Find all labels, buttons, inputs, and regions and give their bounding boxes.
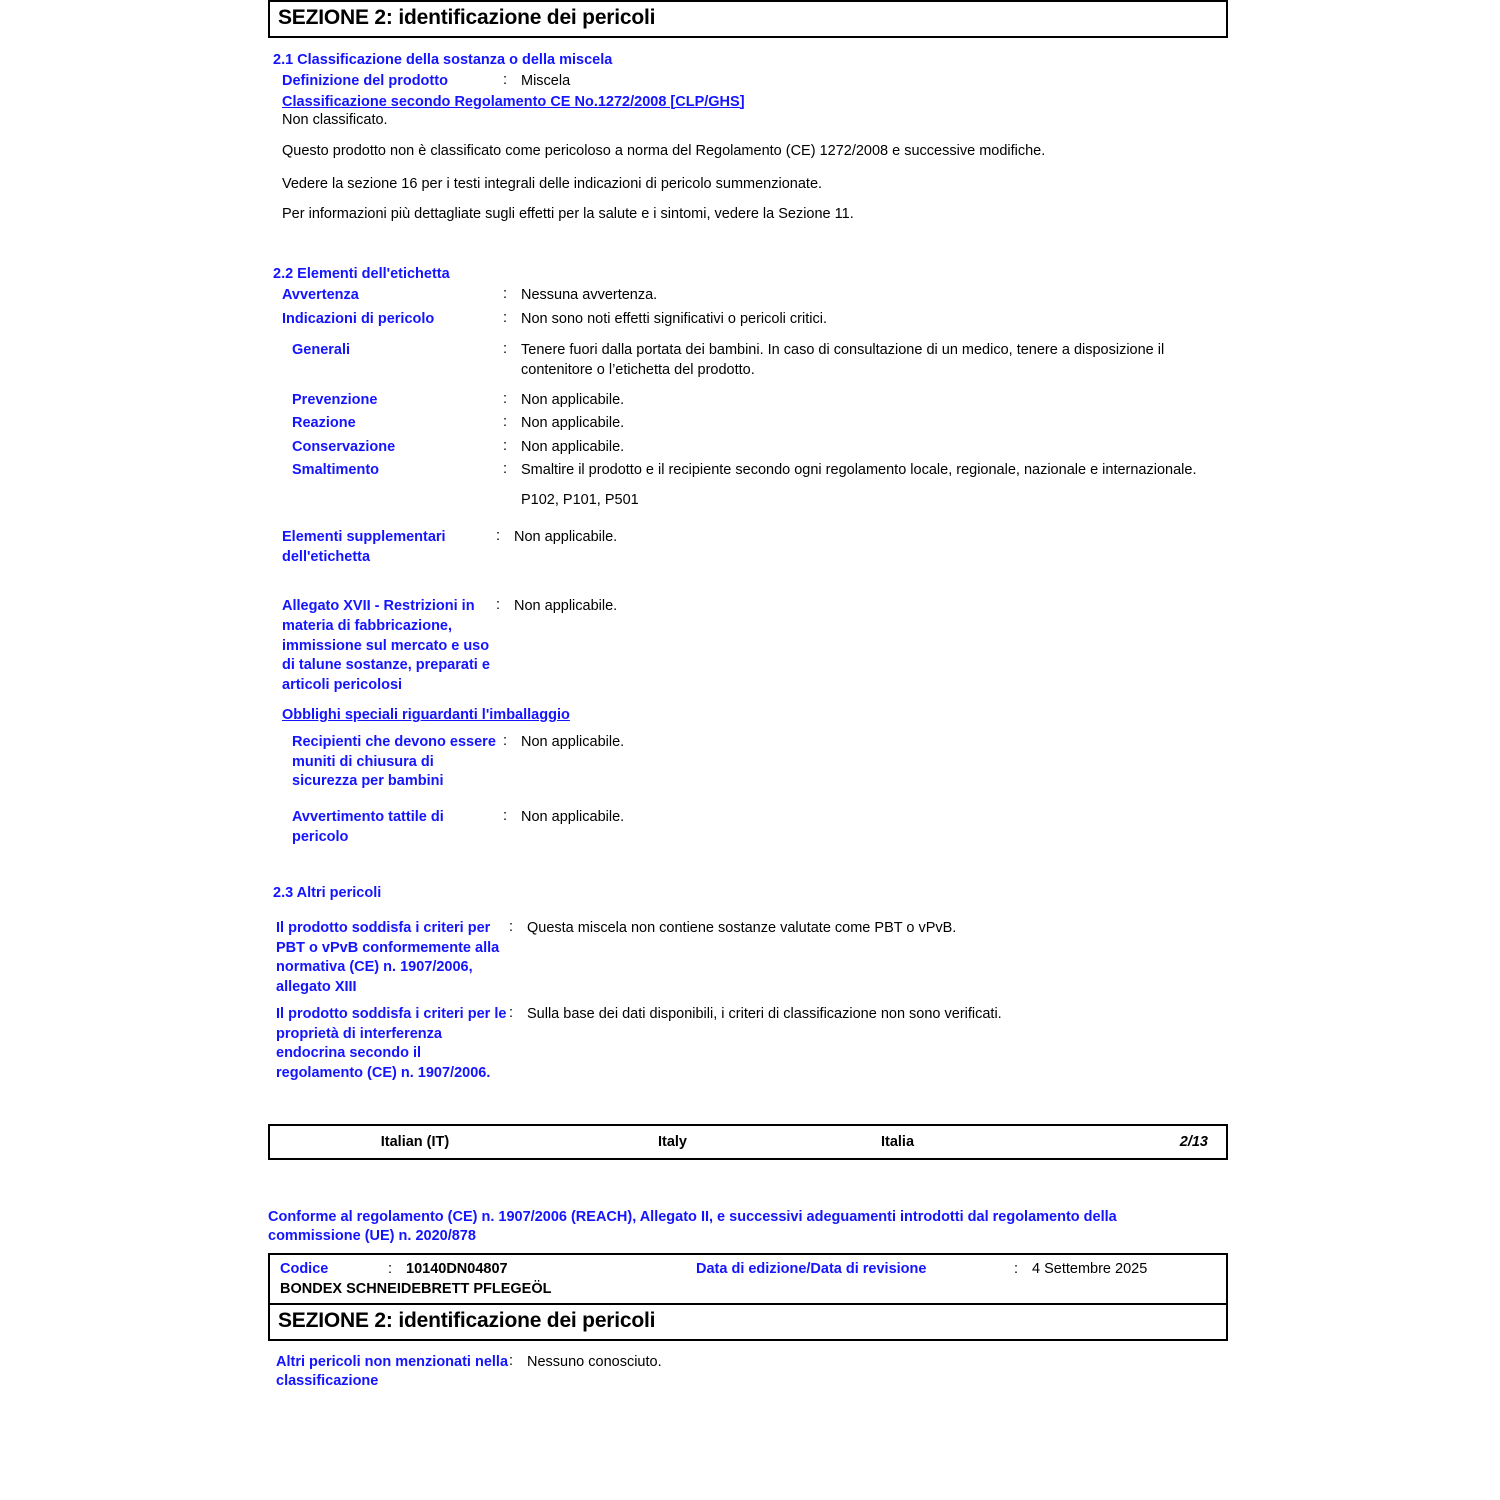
colon: : <box>503 461 508 478</box>
non-classificato-text: Non classificato. <box>282 111 388 128</box>
colon: : <box>496 597 501 614</box>
avvertimento-tattile-value: Non applicabile. <box>521 808 625 825</box>
row-smaltimento <box>268 461 1228 481</box>
prevenzione-label: Prevenzione <box>292 391 378 408</box>
definizione-prodotto-value: Miscela <box>521 73 571 89</box>
reazione-label: Reazione <box>292 415 356 432</box>
definizione-prodotto-label: Definizione del prodotto <box>282 73 448 89</box>
paragraph-non-pericoloso: Questo prodotto non è classificato come pericoloso a norma del Regolamento (CE) 1272/2008 e successive modifiche. <box>282 142 1046 159</box>
row-conservazione <box>268 438 1228 458</box>
row-definizione-prodotto <box>268 72 1228 92</box>
product-name: BONDEX SCHNEIDEBRETT PFLEGEÖL <box>280 1280 552 1297</box>
conservazione-label: Conservazione <box>292 438 396 455</box>
regulation-note: Conforme al regolamento (CE) n. 1907/2006 (REACH), Allegato II, e successivi adeguamenti introdotti dal regolamento della commissione (UE) n. 2020/878 <box>268 1208 1117 1245</box>
interferenza-endocrina-label: Il prodotto soddisfa i criteri per le proprietà di interferenza endocrina secondo il regolamento (CE) n. 1907/2006. <box>276 1006 507 1081</box>
document-header-box <box>268 1253 1228 1303</box>
section-title-bar-bottom <box>268 1303 1228 1341</box>
avvertenza-value: Nessuna avvertenza. <box>521 287 658 304</box>
elementi-supplementari-value: Non applicabile. <box>514 529 618 546</box>
data-edizione-label: Data di edizione/Data di revisione <box>696 1260 927 1277</box>
row-recipienti-chiusura <box>268 733 1228 792</box>
colon: : <box>503 341 508 358</box>
row-reazione <box>268 414 1228 434</box>
codice-label: Codice <box>280 1260 329 1277</box>
page-title: SEZIONE 2: identificazione dei pericoli <box>278 6 656 29</box>
generali-label: Generali <box>292 342 351 359</box>
row-interferenza-endocrina <box>268 1005 1228 1083</box>
allegato-xvii-label: Allegato XVII - Restrizioni in materia di fabbricazione, immissione sul mercato e uso di talune sostanze, preparati e articoli pericolosi <box>282 598 490 693</box>
p-codes-value: P102, P101, P501 <box>521 491 639 508</box>
avvertimento-tattile-label: Avvertimento tattile di pericolo <box>292 808 444 845</box>
pbt-vpvb-label: Il prodotto soddisfa i criteri per PBT o vPvB conformemente alla normativa (CE) n. 1907/2006, allegato XIII <box>276 920 500 995</box>
indicazioni-pericolo-label: Indicazioni di pericolo <box>282 310 435 327</box>
paragraph-sezione-16: Vedere la sezione 16 per i testi integrali delle indicazioni di pericolo summenzionate. <box>282 176 823 193</box>
allegato-xvii-value: Non applicabile. <box>514 598 618 615</box>
page-title-bottom: SEZIONE 2: identificazione dei pericoli <box>278 1308 656 1332</box>
row-prevenzione <box>268 391 1228 411</box>
altri-pericoli-label: Altri pericoli non menzionati nella classificazione <box>276 1353 509 1390</box>
classificazione-clp-heading: Classificazione secondo Regolamento CE No.1272/2008 [CLP/GHS] <box>282 93 745 110</box>
obblighi-imballaggio-heading: Obblighi speciali riguardanti l'imballaggio <box>282 707 570 724</box>
elementi-supplementari-label: Elementi supplementari dell'etichetta <box>282 529 446 565</box>
row-p-codes <box>268 491 1228 511</box>
conservazione-value: Non applicabile. <box>521 438 625 455</box>
row-avvertimento-tattile <box>268 808 1228 847</box>
colon: : <box>503 286 508 303</box>
colon: : <box>1014 1260 1019 1277</box>
subsection-2-2-heading: 2.2 Elementi dell'etichetta <box>273 266 450 283</box>
colon: : <box>509 1352 514 1369</box>
recipienti-chiusura-value: Non applicabile. <box>521 734 625 751</box>
colon: : <box>509 1005 514 1022</box>
subsection-2-1-heading: 2.1 Classificazione della sostanza o della miscela <box>273 52 613 68</box>
colon: : <box>503 733 508 750</box>
colon: : <box>503 309 508 326</box>
colon: : <box>503 437 508 454</box>
row-indicazioni-pericolo <box>268 310 1228 330</box>
row-pbt-vpvb <box>268 919 1228 997</box>
colon: : <box>503 807 508 824</box>
row-allegato-xvii <box>268 597 1228 695</box>
smaltimento-label: Smaltimento <box>292 462 380 479</box>
colon: : <box>503 390 508 407</box>
colon: : <box>503 414 508 431</box>
smaltimento-value: Smaltire il prodotto e il recipiente secondo ogni regolamento locale, regionale, nazionale e internazionale. <box>521 462 1197 479</box>
indicazioni-pericolo-value: Non sono noti effetti significativi o pericoli critici. <box>521 310 827 327</box>
section-title-bar <box>268 0 1228 38</box>
page-footer <box>268 1124 1228 1160</box>
codice-value: 10140DN04807 <box>406 1260 508 1277</box>
paragraph-sezione-11: Per informazioni più dettagliate sugli effetti per la salute e i sintomi, vedere la Sezione 11. <box>282 205 854 222</box>
interferenza-endocrina-value: Sulla base dei dati disponibili, i criteri di classificazione non sono verificati. <box>527 1006 1002 1023</box>
colon: : <box>503 72 508 88</box>
colon: : <box>496 528 501 545</box>
colon: : <box>388 1260 393 1277</box>
subsection-2-3-heading: 2.3 Altri pericoli <box>273 885 382 902</box>
colon: : <box>509 919 514 936</box>
generali-value: Tenere fuori dalla portata dei bambini. In caso di consultazione di un medico, tenere a disposizione il contenitore o l’etichetta del prodotto. <box>521 342 1165 378</box>
footer-country-local: Italia <box>880 1133 915 1150</box>
footer-country: Italy <box>657 1133 687 1150</box>
footer-language: Italian (IT) <box>380 1133 450 1150</box>
row-avvertenza <box>268 286 1228 306</box>
row-elementi-supplementari <box>268 528 1228 567</box>
pbt-vpvb-value: Questa miscela non contiene sostanze valutate come PBT o vPvB. <box>527 920 957 937</box>
row-generali <box>268 341 1228 380</box>
reazione-value: Non applicabile. <box>521 415 625 432</box>
altri-pericoli-value: Nessuno conosciuto. <box>527 1353 662 1370</box>
footer-page-number: 2/13 <box>1179 1133 1208 1150</box>
prevenzione-value: Non applicabile. <box>521 391 625 408</box>
row-altri-pericoli-non-menzionati <box>268 1353 1228 1392</box>
data-edizione-value: 4 Settembre 2025 <box>1032 1260 1148 1277</box>
code-line <box>280 1261 1216 1277</box>
page-content <box>268 0 1228 1392</box>
avvertenza-label: Avvertenza <box>282 287 359 304</box>
recipienti-chiusura-label: Recipienti che devono essere muniti di chiusura di sicurezza per bambini <box>292 734 496 790</box>
